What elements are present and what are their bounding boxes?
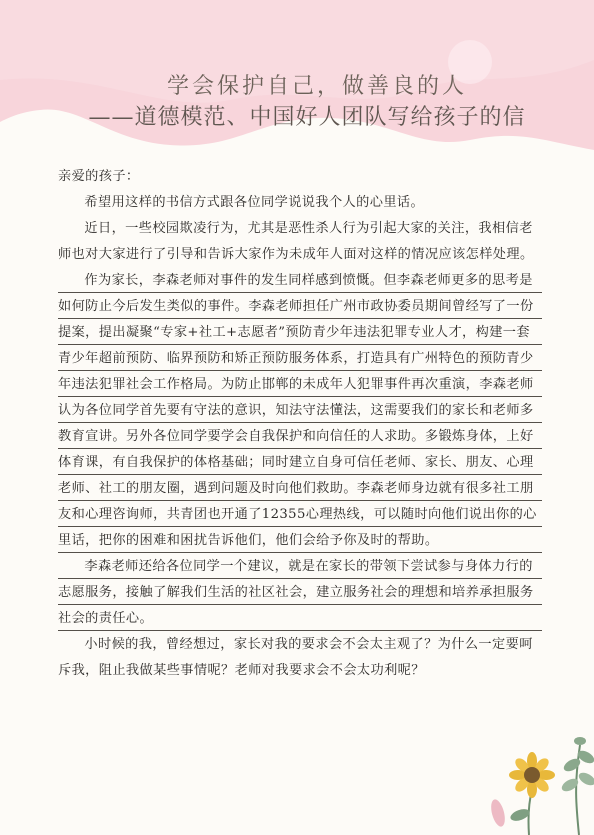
paragraph-1: 希望用这样的书信方式跟各位同学说说我个人的心里话。 [84,195,425,210]
letter-body [58,164,542,684]
leaf-sprig-icon [560,737,594,835]
flower-decoration [484,705,594,835]
paragraph-5: 小时候的我，曾经想过，家长对我的要求会不会太主观了？为什么一定要呵斥我，阻止我做某些事情呢？老师对我要求会不会太功利呢？ [58,637,533,678]
title-block [0,72,594,134]
sunflower-icon [509,752,555,835]
paragraph-4: 李森老师还给各位同学一个建议，就是在家长的带领下尝试参与身体力行的志愿服务，接触了解我们生活的社区社会，建立服务社会的理想和培养承担服务社会的责任心。 [58,554,542,632]
page-title: 学会保护自己，做善良的人 [166,74,467,99]
page-subtitle: ——道德模范、中国好人团队写给孩子的信 [88,105,526,130]
salutation: 亲爱的孩子： [58,169,140,184]
pink-leaf-icon [489,798,508,828]
paragraph-2: 近日，一些校园欺凌行为，尤其是恶性杀人行为引起大家的关注，我相信老师也对大家进行了引导和告诉大家作为未成年人面对这样的情况应该怎样处理。 [58,221,534,262]
paragraph-3: 作为家长，李森老师对事件的发生同样感到愤慨。但李森老师更多的思考是如何防止今后发生类似的事件。李森老师担任广州市政协委员期间曾经写了一份提案，提出凝聚“专家+社工+志愿者”预防青少年违法犯罪专业人才，构建一套青少年超前预防、临界预防和矫正预防服务体系，打造具有广州特色的预防青少年违法犯罪社会工作格局。为防止邯郸的未成年人犯罪事件再次重演，李森老师认为各位同学首先要有守法的意识，知法守法懂法，这需要我们的家长和老师多教育宣讲。另外各位同学要学会自我保护和向信任的人求助。多锻炼身体，上好体育课，有自我保护的体格基础；同时建立自身可信任老师、家长、朋友、心理老师、社工的朋友圈，遇到问题及时向他们救助。李森老师身边就有很多社工朋友和心理咨询师，共青团也开通了12355心理热线，可以随时向他们说出你的心里话，把你的困难和困扰告诉他们，他们会给予你及时的帮助。 [58,268,542,554]
